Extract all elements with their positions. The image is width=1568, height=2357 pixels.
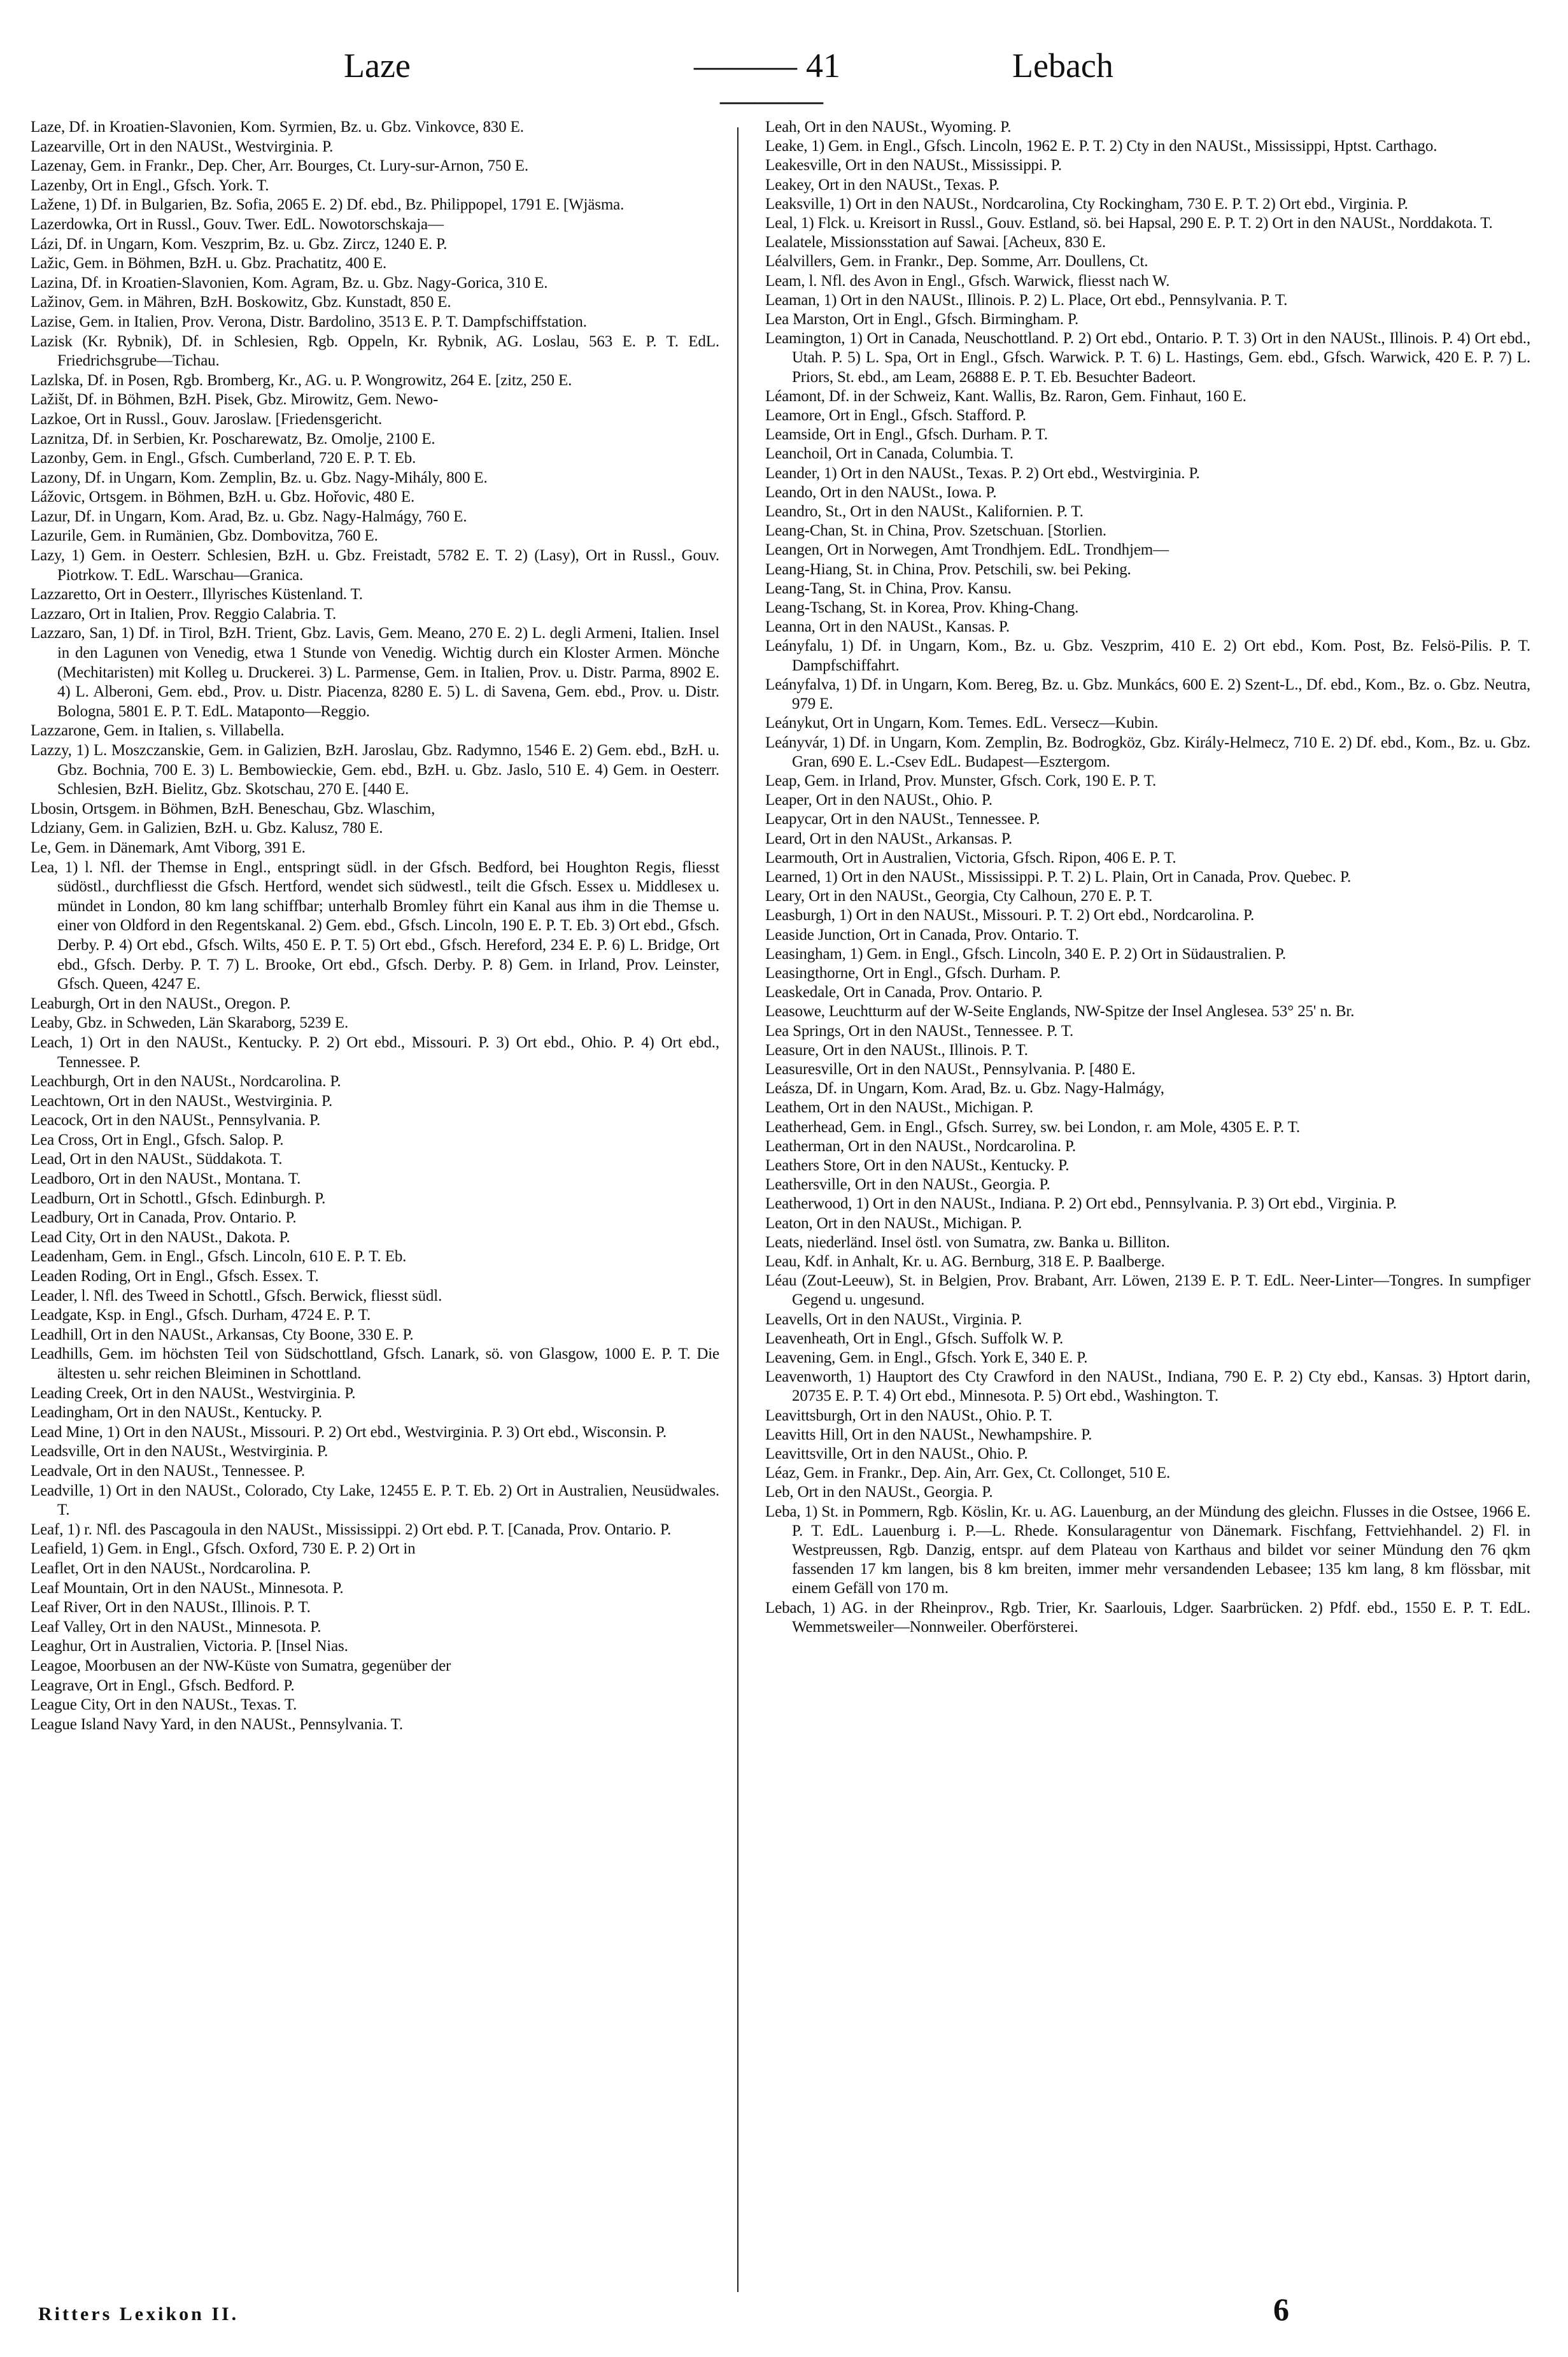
dictionary-entry: Lazzaro, Ort in Italien, Prov. Reggio Calabria. T. xyxy=(31,605,337,623)
dictionary-entry: Lazony, Df. in Ungarn, Kom. Zemplin, Bz. u. Gbz. Nagy-Mihály, 800 E. xyxy=(31,469,488,486)
dictionary-entry: Leathem, Ort in den NAUSt., Michigan. P. xyxy=(765,1099,1034,1117)
dictionary-entry: Lazenay, Gem. in Frankr., Dep. Cher, Arr. Bourges, Ct. Lury-sur-Arnon, 750 E. xyxy=(31,157,528,175)
dictionary-entry: Leánykut, Ort in Ungarn, Kom. Temes. EdL. Versecz—Kubin. xyxy=(765,714,1159,732)
dictionary-entry: Lazzaro, San, 1) Df. in Tirol, BzH. Trient, Gbz. Lavis, Gem. Meano, 270 E. 2) L. degli Armeni, Italien. Insel in den Lagunen von Venedig, etwa 1 Stunde von Venedig. Wichtig durch ein Kloster Armen. Mönche (Mechitaristen) mit Kolleg u. Druckerei. 3) L. Parmense, Gem. in Italien, Prov. u. Distr. Parma, 8902 E. 4) L. Alberoni, Gem. ebd., Prov. u. Distr. Piacenza, 8280 E. 5) L. di Savena, Gem. ebd., Prov. u. Distr. Bologna, 5801 E. P. T. EdL. Mataponto—Reggio. xyxy=(31,625,719,720)
dictionary-entry: Lazlska, Df. in Posen, Rgb. Bromberg, Kr., AG. u. P. Wongrowitz, 264 E. [zitz, 250 E. xyxy=(31,371,572,389)
dictionary-entry: Leavening, Gem. in Engl., Gfsch. York E, 340 E. P. xyxy=(765,1349,1088,1366)
dictionary-entry: Lealatele, Missionsstation auf Sawai. [Acheux, 830 E. xyxy=(765,234,1106,251)
dictionary-entry: Leacock, Ort in den NAUSt., Pennsylvania. P. xyxy=(31,1112,321,1129)
dictionary-entry: League City, Ort in den NAUSt., Texas. T. xyxy=(31,1696,297,1714)
dictionary-entry: Leang-Hiang, St. in China, Prov. Petschili, sw. bei Peking. xyxy=(765,560,1131,578)
dictionary-entry: Lazenby, Ort in Engl., Gfsch. York. T. xyxy=(31,176,269,194)
dictionary-entry: Leakesville, Ort in den NAUSt., Mississippi. P. xyxy=(765,157,1062,174)
dictionary-entry: Léalvillers, Gem. in Frankr., Dep. Somme, Arr. Doullens, Ct. xyxy=(765,253,1148,271)
dictionary-entry: Leaper, Ort in den NAUSt., Ohio. P. xyxy=(765,791,992,809)
dictionary-entry: Leba, 1) St. in Pommern, Rgb. Köslin, Kr. u. AG. Lauenburg, an der Mündung des gleichn. Flusses in die Ostsee, 1966 E. P. T. EdL. Lauenburg i. P.—L. Rhede. Konsularagentur von Dänemark. Fischfang, Fettviehhandel. 2) Fl. in Westpreussen, Rgb. Danzig, entspr. auf dem Plateau von Karthaus and bildet vor seiner Mündung den 76 qkm fassenden 17 km langen, bis 8 km breiten, immer mehr versandenden Lebasee; 135 km lang, 8 km flössbar, mit einem Gefäll von 170 m. xyxy=(765,1503,1530,1597)
dictionary-entry: Leaf Valley, Ort in den NAUSt., Minnesota. P. xyxy=(31,1618,321,1636)
dictionary-entry: Leasuresville, Ort in den NAUSt., Pennsylvania. P. [480 E. xyxy=(765,1060,1136,1078)
dictionary-entry: Lazurile, Gem. in Rumänien, Gbz. Dombovitza, 760 E. xyxy=(31,527,378,545)
page-header xyxy=(0,0,1568,119)
dictionary-entry: Leathersville, Ort in den NAUSt., Georgia. P. xyxy=(765,1176,1050,1194)
dictionary-entry: Leavitts Hill, Ort in den NAUSt., Newhampshire. P. xyxy=(765,1426,1092,1443)
dictionary-entry: Leau, Kdf. in Anhalt, Kr. u. AG. Bernburg, 318 E. P. Baalberge. xyxy=(765,1252,1165,1270)
dictionary-entry: Leadingham, Ort in den NAUSt., Kentucky. P. xyxy=(31,1404,322,1422)
dictionary-entry: Leányfalva, 1) Df. in Ungarn, Kom. Bereg, Bz. u. Gbz. Munkács, 600 E. 2) Szent-L., Df. ebd., Kom., Bz. o. Gbz. Neutra, 979 E. xyxy=(765,676,1530,713)
dictionary-entry: Leaf River, Ort in den NAUSt., Illinois. P. T. xyxy=(31,1599,311,1617)
dictionary-entry: Lazkoe, Ort in Russl., Gouv. Jaroslaw. [Friedensgericht. xyxy=(31,410,383,428)
dictionary-entry: Leam, l. Nfl. des Avon in Engl., Gfsch. Warwick, fliesst nach W. xyxy=(765,272,1170,290)
dictionary-entry: Leakey, Ort in den NAUSt., Texas. P. xyxy=(765,176,999,194)
dictionary-entry: Learmouth, Ort in Australien, Victoria, Gfsch. Ripon, 406 E. P. T. xyxy=(765,849,1176,867)
footer-signature-number: 6 xyxy=(1273,2291,1289,2327)
dictionary-entry: Leadhill, Ort in den NAUSt., Arkansas, Cty Boone, 330 E. P. xyxy=(31,1326,414,1343)
dictionary-entry: Leatherhead, Gem. in Engl., Gfsch. Surrey, sw. bei London, r. am Mole, 4305 E. P. T. xyxy=(765,1118,1301,1136)
dictionary-entry: Leang-Chan, St. in China, Prov. Szetschuan. [Storlien. xyxy=(765,522,1107,540)
dictionary-entry: Lazzarone, Gem. in Italien, s. Villabella. xyxy=(31,722,285,740)
dictionary-entry: Lazearville, Ort in den NAUSt., Westvirginia. P. xyxy=(31,138,334,155)
dictionary-entry: Leamside, Ort in Engl., Gfsch. Durham. P. T. xyxy=(765,426,1048,444)
dictionary-entry: Leangen, Ort in Norwegen, Amt Trondhjem. EdL. Trondhjem— xyxy=(765,541,1169,559)
dictionary-entry: Lbosin, Ortsgem. in Böhmen, BzH. Beneschau, Gbz. Wlaschim, xyxy=(31,800,435,818)
dictionary-entry: Laznitza, Df. in Serbien, Kr. Poscharewatz, Bz. Omolje, 2100 E. xyxy=(31,430,435,448)
header-dash-left: ——— xyxy=(694,46,797,85)
dictionary-entry: Leandro, St., Ort in den NAUSt., Kalifornien. P. T. xyxy=(765,503,1084,521)
dictionary-entry: Leadvale, Ort in den NAUSt., Tennessee. P. xyxy=(31,1462,305,1480)
dictionary-entry: Lazur, Df. in Ungarn, Kom. Arad, Bz. u. Gbz. Nagy-Halmágy, 760 E. xyxy=(31,507,467,525)
dictionary-entry: Leamore, Ort in Engl., Gfsch. Stafford. P. xyxy=(765,407,1026,425)
dictionary-entry: Leake, 1) Gem. in Engl., Gfsch. Lincoln, 1962 E. P. T. 2) Cty in den NAUSt., Mississippi, Hptst. Carthago. xyxy=(765,138,1437,155)
dictionary-entry: Leanchoil, Ort in Canada, Columbia. T. xyxy=(765,445,1014,463)
dictionary-entry: Learned, 1) Ort in den NAUSt., Mississippi. P. T. 2) L. Plain, Ort in Canada, Prov. Quebec. P. xyxy=(765,868,1352,886)
header-page-number xyxy=(676,48,867,117)
dictionary-entry: Lea Springs, Ort in den NAUSt., Tennessee. P. T. xyxy=(765,1022,1074,1040)
footer-volume-title: Ritters Lexikon II. xyxy=(38,2304,239,2325)
dictionary-entry: Leasingham, 1) Gem. in Engl., Gfsch. Lincoln, 340 E. P. 2) Ort in Südaustralien. P. xyxy=(765,945,1286,963)
dictionary-entry: Leányfalu, 1) Df. in Ungarn, Kom., Bz. u. Gbz. Veszprim, 410 E. 2) Ort ebd., Kom. Post, Bz. Felsö-Pilis. P. T. Dampfschiffahrt. xyxy=(765,637,1530,674)
header-dash-right: ——— xyxy=(720,81,823,119)
dictionary-entry: Leading Creek, Ort in den NAUSt., Westvirginia. P. xyxy=(31,1384,356,1402)
dictionary-entry: Leang-Tschang, St. in Korea, Prov. Khing-Chang. xyxy=(765,599,1079,617)
dictionary-entry: Leb, Ort in den NAUSt., Georgia. P. xyxy=(765,1483,993,1501)
dictionary-entry: Lead, Ort in den NAUSt., Süddakota. T. xyxy=(31,1150,283,1168)
dictionary-entry: Leapycar, Ort in den NAUSt., Tennessee. P. xyxy=(765,810,1040,828)
dictionary-entry: Leadboro, Ort in den NAUSt., Montana. T. xyxy=(31,1170,301,1188)
dictionary-entry: Lazina, Df. in Kroatien-Slavonien, Kom. Agram, Bz. u. Gbz. Nagy-Gorica, 310 E. xyxy=(31,274,548,292)
dictionary-entry: Lazisk (Kr. Rybnik), Df. in Schlesien, Rgb. Oppeln, Kr. Rybnik, AG. Loslau, 563 E. P. T. EdL. Friedrichsgrube—Tichau. xyxy=(31,332,719,370)
right-column xyxy=(765,118,1530,2295)
dictionary-entry: Laze, Df. in Kroatien-Slavonien, Kom. Syrmien, Bz. u. Gbz. Vinkovce, 830 E. xyxy=(31,118,524,136)
dictionary-entry: Leadgate, Ksp. in Engl., Gfsch. Durham, 4724 E. P. T. xyxy=(31,1306,371,1324)
dictionary-entry: Lazise, Gem. in Italien, Prov. Verona, Distr. Bardolino, 3513 E. P. T. Dampfschiffstation. xyxy=(31,313,587,330)
dictionary-entry: Leaman, 1) Ort in den NAUSt., Illinois. P. 2) L. Place, Ort ebd., Pennsylvania. P. T. xyxy=(765,291,1288,309)
dictionary-entry: Leanna, Ort in den NAUSt., Kansas. P. xyxy=(765,618,1010,636)
dictionary-entry: Lazy, 1) Gem. in Oesterr. Schlesien, BzH. u. Gbz. Freistadt, 5782 E. T. 2) (Lasy), Ort in Russl., Gouv. Piotrkow. T. EdL. Warschau—Granica. xyxy=(31,547,719,584)
dictionary-entry: Leary, Ort in den NAUSt., Georgia, Cty Calhoun, 270 E. P. T. xyxy=(765,888,1153,905)
dictionary-entry: Leadsville, Ort in den NAUSt., Westvirginia. P. xyxy=(31,1443,328,1461)
dictionary-entry: Leaf Mountain, Ort in den NAUSt., Minnesota. P. xyxy=(31,1579,344,1597)
dictionary-entry: Leaby, Gbz. in Schweden, Län Skaraborg, 5239 E. xyxy=(31,1014,349,1032)
dictionary-entry: Leal, 1) Flck. u. Kreisort in Russl., Gouv. Estland, sö. bei Hapsal, 290 E. P. T. 2) Ort in den NAUSt., Norddakota. T. xyxy=(765,215,1493,232)
dictionary-entry: Leaskedale, Ort in Canada, Prov. Ontario. P. xyxy=(765,984,1043,1002)
dictionary-entry: Leathers Store, Ort in den NAUSt., Kentucky. P. xyxy=(765,1156,1070,1174)
dictionary-entry: Leaflet, Ort in den NAUSt., Nordcarolina. P. xyxy=(31,1559,311,1577)
left-column xyxy=(31,118,719,2295)
dictionary-entry: Leaton, Ort in den NAUSt., Michigan. P. xyxy=(765,1214,1022,1232)
dictionary-entry: Leando, Ort in den NAUSt., Iowa. P. xyxy=(765,483,997,501)
dictionary-entry: Leásza, Df. in Ungarn, Kom. Arad, Bz. u. Gbz. Nagy-Halmágy, xyxy=(765,1080,1164,1098)
dictionary-entry: Léaz, Gem. in Frankr., Dep. Ain, Arr. Gex, Ct. Collonget, 510 E. xyxy=(765,1464,1171,1482)
dictionary-entry: Lázi, Df. in Ungarn, Kom. Veszprim, Bz. u. Gbz. Zircz, 1240 E. P. xyxy=(31,235,448,253)
dictionary-entry: Le, Gem. in Dänemark, Amt Viborg, 391 E. xyxy=(31,839,306,856)
page-number: 41 xyxy=(806,46,840,85)
dictionary-entry: Leasburgh, 1) Ort in den NAUSt., Missouri. P. T. 2) Ort ebd., Nordcarolina. P. xyxy=(765,907,1255,924)
dictionary-entry: Leah, Ort in den NAUSt., Wyoming. P. xyxy=(765,118,1012,136)
dictionary-entry: Leap, Gem. in Irland, Prov. Munster, Gfsch. Cork, 190 E. P. T. xyxy=(765,772,1157,789)
dictionary-entry: League Island Navy Yard, in den NAUSt., Pennsylvania. T. xyxy=(31,1715,404,1733)
header-right-keyword: Lebach xyxy=(1012,46,1113,85)
dictionary-entry: Leadburn, Ort in Schottl., Gfsch. Edinburgh. P. xyxy=(31,1189,326,1207)
page-footer xyxy=(0,2291,1568,2342)
dictionary-entry: Lebach, 1) AG. in der Rheinprov., Rgb. Trier, Kr. Saarlouis, Ldger. Saarbrücken. 2) Pfdf. ebd., 1550 E. P. T. EdL. Wemmetsweiler—Nonnweiler. Oberförsterei. xyxy=(765,1599,1530,1636)
dictionary-entry: Leader, l. Nfl. des Tweed in Schottl., Gfsch. Berwick, fliesst südl. xyxy=(31,1287,442,1305)
dictionary-entry: Leafield, 1) Gem. in Engl., Gfsch. Oxford, 730 E. P. 2) Ort in xyxy=(31,1540,416,1558)
dictionary-entry: Lazonby, Gem. in Engl., Gfsch. Cumberland, 720 E. P. T. Eb. xyxy=(31,449,416,467)
dictionary-entry: Leányvár, 1) Df. in Ungarn, Kom. Zemplin, Bz. Bodrogköz, Gbz. Király-Helmecz, 710 E. 2) Df. ebd., Kom., Bz. u. Gbz. Gran, 690 E. L.-Csev EdL. Budapest—Esztergom. xyxy=(765,733,1530,770)
dictionary-entry: Leavenheath, Ort in Engl., Gfsch. Suffolk W. P. xyxy=(765,1329,1064,1347)
dictionary-entry: Leaburgh, Ort in den NAUSt., Oregon. P. xyxy=(31,994,291,1012)
dictionary-entry: Lažišt, Df. in Böhmen, BzH. Pisek, Gbz. Mirowitz, Gem. Newo- xyxy=(31,391,439,409)
dictionary-entry: Leadhills, Gem. im höchsten Teil von Südschottland, Gfsch. Lanark, sö. von Glasgow, 1000 E. P. T. Die ältesten u. sehr reichen Bleiminen in Schottland. xyxy=(31,1345,719,1382)
dictionary-entry: Lazerdowka, Ort in Russl., Gouv. Twer. EdL. Nowotorschskaja— xyxy=(31,215,444,233)
dictionary-entry: Leamington, 1) Ort in Canada, Neuschottland. P. 2) Ort ebd., Ontario. P. T. 3) Ort in den NAUSt., Illinois. P. 4) Ort ebd., Utah. P. 5) L. Spa, Ort in Engl., Gfsch. Warwick. P. T. 6) L. Hastings, Gem. ebd., Gfsch. Warwick, 420 E. P. 7) L. Priors, St. ebd., am Leam, 26888 E. P. T. Eb. Besuchter Badeort. xyxy=(765,330,1530,386)
dictionary-entry: Leasingthorne, Ort in Engl., Gfsch. Durham. P. xyxy=(765,964,1061,982)
dictionary-entry: Leach, 1) Ort in den NAUSt., Kentucky. P. 2) Ort ebd., Missouri. P. 3) Ort ebd., Ohio. P. 4) Ort ebd., Tennessee. P. xyxy=(31,1033,719,1071)
dictionary-entry: Leavittsburgh, Ort in den NAUSt., Ohio. P. T. xyxy=(765,1406,1052,1424)
dictionary-entry: Leaside Junction, Ort in Canada, Prov. Ontario. T. xyxy=(765,926,1079,944)
dictionary-entry: Leadville, 1) Ort in den NAUSt., Colorado, Cty Lake, 12455 E. P. T. Eb. 2) Ort in Australien, Neusüdwales. T. xyxy=(31,1482,719,1519)
dictionary-entry: Léamont, Df. in der Schweiz, Kant. Wallis, Bz. Raron, Gem. Finhaut, 160 E. xyxy=(765,387,1247,405)
dictionary-entry: Ldziany, Gem. in Galizien, BzH. u. Gbz. Kalusz, 780 E. xyxy=(31,819,383,837)
dictionary-entry: Lazzaretto, Ort in Oesterr., Illyrisches Küstenland. T. xyxy=(31,586,363,604)
dictionary-entry: Lazzy, 1) L. Moszczanskie, Gem. in Galizien, BzH. Jaroslau, Gbz. Radymno, 1546 E. 2) Gem. ebd., BzH. u. Gbz. Bochnia, 700 E. 3) L. Bembowieckie, Gem. ebd., BzH. u. Gbz. Jaslo, 510 E. 4) Gem. in Oesterr. Schlesien, BzH. Bielitz, Gbz. Skotschau, 270 E. [440 E. xyxy=(31,742,719,798)
dictionary-entry: Leaf, 1) r. Nfl. des Pascagoula in den NAUSt., Mississippi. 2) Ort ebd. P. T. [Canada, Prov. Ontario. P. xyxy=(31,1520,672,1538)
dictionary-entry: Lažene, 1) Df. in Bulgarien, Bz. Sofia, 2065 E. 2) Df. ebd., Bz. Philippopel, 1791 E. [Wjäsma. xyxy=(31,196,625,214)
dictionary-entry: Leang-Tang, St. in China, Prov. Kansu. xyxy=(765,579,1012,597)
dictionary-entry: Leats, niederländ. Insel östl. von Sumatra, zw. Banka u. Billiton. xyxy=(765,1233,1170,1251)
dictionary-entry: Leachburgh, Ort in den NAUSt., Nordcarolina. P. xyxy=(31,1073,341,1091)
dictionary-entry: Leadbury, Ort in Canada, Prov. Ontario. P. xyxy=(31,1209,297,1227)
dictionary-entry: Leatherwood, 1) Ort in den NAUSt., Indiana. P. 2) Ort ebd., Pennsylvania. P. 3) Ort ebd., Virginia. P. xyxy=(765,1195,1397,1213)
dictionary-entry: Leaksville, 1) Ort in den NAUSt., Nordcarolina, Cty Rockingham, 730 E. P. T. 2) Ort ebd., Virginia. P. xyxy=(765,195,1408,213)
dictionary-entry: Lea, 1) l. Nfl. der Themse in Engl., entspringt südl. in der Gfsch. Bedford, bei Houghton Regis, fliesst südöstl., durchfliesst die Gfsch. Hertford, wendet sich südwestl., teilt die Gfsch. Essex u. Middlesex u. mündet in London, 80 km lang schiffbar; unterhalb Bromley führt ein Kanal aus ihm in die Themse u. einer von Oldford in den Regentskanal. 2) Gem. ebd., Gfsch. Lincoln, 190 E. P. T. Eb. 3) Ort ebd., Gfsch. Derby. P. 4) Ort ebd., Gfsch. Wilts, 450 E. P. T. 5) Ort ebd., Gfsch. Hereford, 234 E. P. 6) L. Bridge, Ort ebd., Gfsch. Derby. P. T. 7) L. Brooke, Ort ebd., Gfsch. Derby. P. 8) Gem. in Irland, Prov. Leinster, Gfsch. Queen, 4247 E. xyxy=(31,858,719,993)
dictionary-entry: Leard, Ort in den NAUSt., Arkansas. P. xyxy=(765,830,1013,847)
dictionary-entry: Leaghur, Ort in Australien, Victoria. P. [Insel Nias. xyxy=(31,1638,348,1655)
dictionary-entry: Lea Marston, Ort in Engl., Gfsch. Birmingham. P. xyxy=(765,311,1079,329)
dictionary-entry: Leatherman, Ort in den NAUSt., Nordcarolina. P. xyxy=(765,1137,1076,1155)
column-divider xyxy=(737,127,738,2292)
dictionary-entry: Leaden Roding, Ort in Engl., Gfsch. Essex. T. xyxy=(31,1268,319,1285)
dictionary-entry: Leagoe, Moorbusen an der NW-Küste von Sumatra, gegenüber der xyxy=(31,1657,451,1674)
dictionary-entry: Leander, 1) Ort in den NAUSt., Texas. P. 2) Ort ebd., Westvirginia. P. xyxy=(765,464,1200,482)
dictionary-entry: Léau (Zout-Leeuw), St. in Belgien, Prov. Brabant, Arr. Löwen, 2139 E. P. T. EdL. Neer-Linter—Tongres. In sumpfiger Gegend u. ungesund. xyxy=(765,1272,1530,1309)
header-left-keyword: Laze xyxy=(344,46,411,85)
dictionary-entry: Leagrave, Ort in Engl., Gfsch. Bedford. P. xyxy=(31,1676,295,1694)
dictionary-entry: Leachtown, Ort in den NAUSt., Westvirginia. P. xyxy=(31,1092,333,1110)
dictionary-entry: Lažinov, Gem. in Mähren, BzH. Boskowitz, Gbz. Kunstadt, 850 E. xyxy=(31,294,451,311)
dictionary-entry: Lážovic, Ortsgem. in Böhmen, BzH. u. Gbz. Hořovic, 480 E. xyxy=(31,488,415,506)
dictionary-entry: Leadenham, Gem. in Engl., Gfsch. Lincoln, 610 E. P. T. Eb. xyxy=(31,1248,407,1266)
dictionary-entry: Leasure, Ort in den NAUSt., Illinois. P. T. xyxy=(765,1041,1028,1059)
dictionary-entry: Lea Cross, Ort in Engl., Gfsch. Salop. P. xyxy=(31,1131,284,1149)
dictionary-entry: Lažic, Gem. in Böhmen, BzH. u. Gbz. Prachatitz, 400 E. xyxy=(31,255,387,273)
dictionary-entry: Leavells, Ort in den NAUSt., Virginia. P. xyxy=(765,1310,1022,1328)
dictionary-entry: Leasowe, Leuchtturm auf der W-Seite Englands, NW-Spitze der Insel Anglesea. 53° 25' n. Br. xyxy=(765,1003,1355,1021)
dictionary-entry: Lead City, Ort in den NAUSt., Dakota. P. xyxy=(31,1228,290,1246)
dictionary-entry: Leavittsville, Ort in den NAUSt., Ohio. P. xyxy=(765,1445,1028,1463)
dictionary-entry: Lead Mine, 1) Ort in den NAUSt., Missouri. P. 2) Ort ebd., Westvirginia. P. 3) Ort ebd., Wisconsin. P. xyxy=(31,1423,667,1441)
dictionary-entry: Leavenworth, 1) Hauptort des Cty Crawford in den NAUSt., Indiana, 790 E. P. 2) Cty ebd., Kansas. 3) Hptort darin, 20735 E. P. T. 4) Ort ebd., Minnesota. P. 5) Ort ebd., Washington. T. xyxy=(765,1368,1530,1405)
